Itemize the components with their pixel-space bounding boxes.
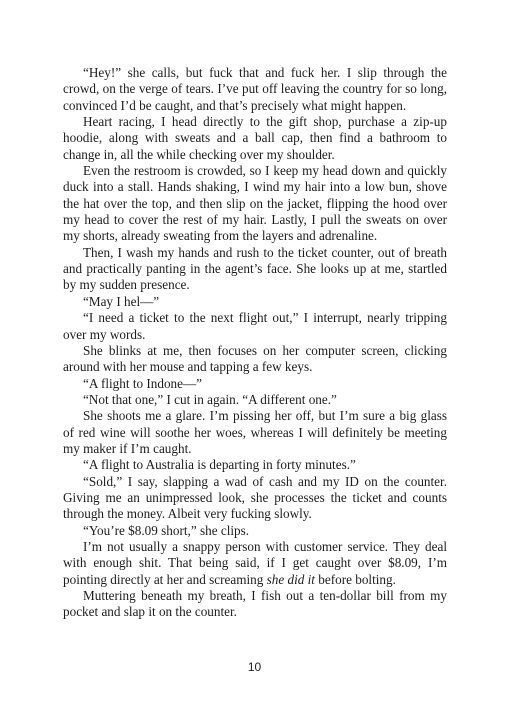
paragraph: Even the restroom is crowded, so I keep my head down and quickly duck into a stall. Hands shaking, I wind my hair into a low bun, shove the hat over the top, and then slip on the jacket, flipping the hood over my head to cover the rest of my hair. Lastly, I pull the sweats on over my shorts, already sweating from the layers and adrenaline. [63,163,447,244]
body-text [63,65,447,621]
paragraph: “A flight to Australia is departing in forty minutes.” [83,457,356,473]
paragraph-text: before bolting. [314,571,396,587]
paragraph: Muttering beneath my breath, I fish out a ten-dollar bill from my pocket and slap it on the counter. [63,588,447,620]
paragraph: She blinks at me, then focuses on her computer screen, clicking around with her mouse and tapping a few keys. [63,342,447,375]
paragraph [63,539,447,588]
paragraph: She shoots me a glare. I’m pissing her off, but I’m sure a big glass of red wine will soothe her woes, whereas I will definitely be meeting my maker if I’m caught. [63,408,447,456]
emphasis-text: she did it [266,571,315,587]
paragraph: “You’re $8.09 short,” she clips. [83,522,250,538]
paragraph: “A flight to Indone—” [83,375,203,391]
paragraph: Then, I wash my hands and rush to the ticket counter, out of breath and practically panting in the agent’s face. She looks up at me, startled by my sudden presence. [63,244,447,293]
page-number: 10 [247,660,262,674]
paragraph-text: I’m not usually a snappy person with customer service. They deal with enough shit. That being said, if I get caught over $8.09, I’m pointing directly at her and screaming [63,538,447,587]
paragraph: “Sold,” I say, slapping a wad of cash and my ID on the counter. Giving me an unimpressed look, she processes the ticket and counts through the money. Albeit very fucking slowly. [63,473,447,522]
paragraph: “Not that one,” I cut in again. “A different one.” [83,391,337,407]
paragraph: “Hey!” she calls, but fuck that and fuck her. I slip through the crowd, on the verge of tears. I’ve put off leaving the country for so long, convinced I’d be caught, and that’s precisely what might happen. [63,65,447,113]
paragraph: “I need a ticket to the next flight out,” I interrupt, nearly tripping over my words. [63,310,447,342]
paragraph: “May I hel—” [83,293,160,309]
paragraph: Heart racing, I head directly to the gift shop, purchase a zip-up hoodie, along with sweats and a ball cap, then find a bathroom to change in, all the while checking over my shoulder. [63,114,447,162]
